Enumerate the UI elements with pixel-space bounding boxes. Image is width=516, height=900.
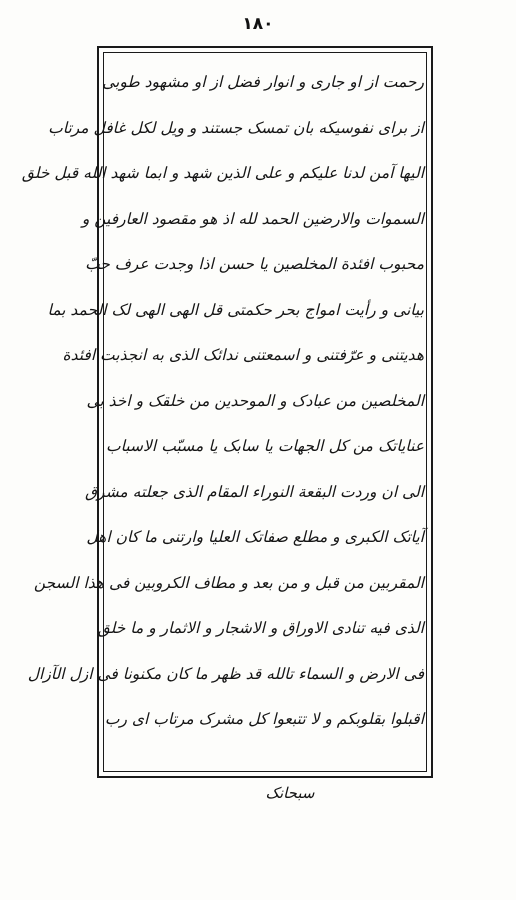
text-line: السموات والارضین الحمد لله اذ هو مقصود العارفین و [81, 209, 424, 228]
text-line: الذی فیه تنادی الاوراق و الاشجار و الاثمار و ما خلق [97, 619, 424, 637]
text-line: هدیتنی و عرّفتنی و اسمعتنی ندائک الذی به انجذبت افئدة [62, 346, 424, 364]
text-line: عنایاتک من کل الجهات یا سابک یا مسبّب الاسباب [106, 437, 424, 455]
text-line: محبوب افئدة المخلصین یا حسن اذا وجدت عرف حبّ [85, 255, 424, 273]
manuscript-text-block [21, 60, 424, 760]
page-number: ۱۸۰ [242, 14, 274, 34]
text-line: الیها آمن لدنا علیکم و علی الذین شهد و ابما شهد الله قبل خلق [21, 164, 424, 182]
text-line: آیاتک الکبری و مطلع صفاتک العلیا وارتنی ما کان اهل [86, 528, 424, 546]
text-line: المخلصین من عبادک و الموحدین من خلقک و اخذ بی [86, 391, 424, 410]
text-line: المقربین من قبل و من بعد و مطاف الکروبین فی هذا السجن [33, 573, 424, 592]
text-line: از برای نفوسیکه بان تمسک جستند و ویل لکل غافل مرتاب [48, 118, 424, 137]
text-line: اقبلوا بقلوبکم و لا تتبعوا کل مشرک مرتاب ای رب [104, 710, 424, 728]
text-line: بیانی و رأیت امواج بحر حکمتی قل الهی الهی لک الحمد بما [47, 300, 424, 319]
text-line: الی ان وردت البقعة النوراء المقام الذی جعلته مشرق [85, 482, 424, 501]
catchword: سبحانک [265, 784, 315, 802]
text-line: فی الارض و السماء تالله قد ظهر ما کان مکنونا فی ازل الآزال [27, 664, 424, 683]
text-line: رحمت از او جاری و انوار فضل از او مشهود طوبی [102, 73, 424, 91]
